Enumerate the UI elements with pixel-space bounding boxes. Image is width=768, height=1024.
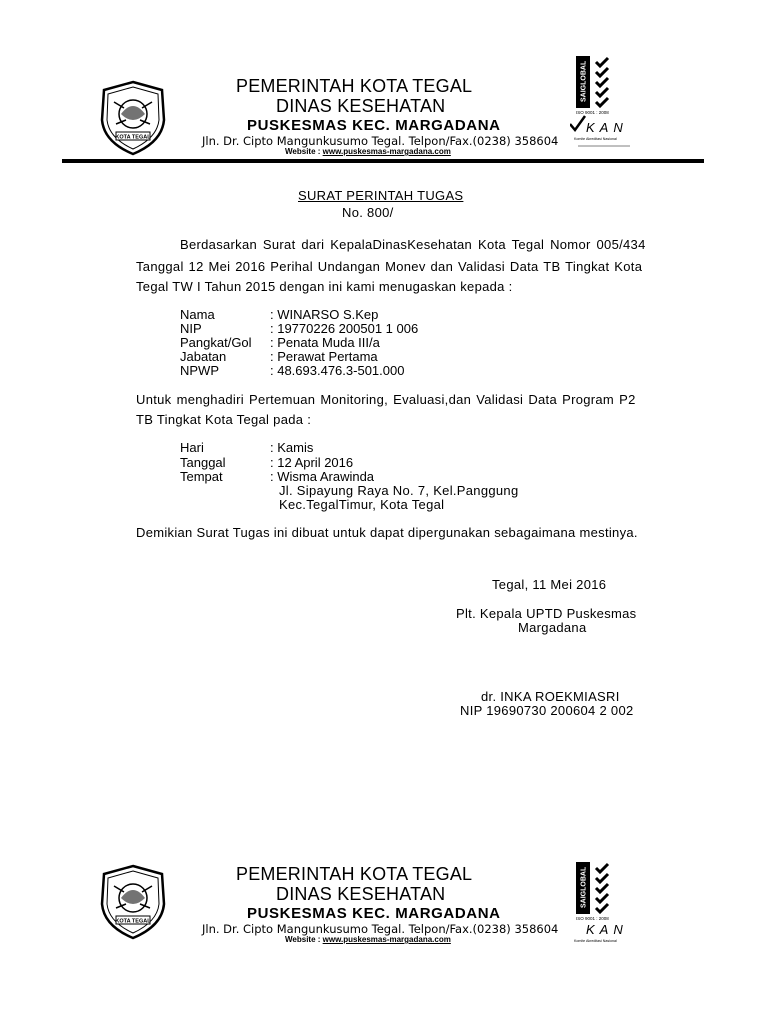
website-label: Website :	[285, 147, 323, 156]
venue-line2: Jl. Sipayung Raya No. 7, Kel.Panggung	[279, 483, 519, 498]
para1-line2: Tanggal 12 Mei 2016 Perihal Undangan Monev dan Validasi Data TB Tingkat Kota	[136, 259, 643, 274]
department-name: DINAS KESEHATAN	[276, 96, 446, 116]
gov-name: PEMERINTAH KOTA TEGAL	[236, 864, 473, 884]
address: Jln. Dr. Cipto Mangunkusumo Tegal. Telpon/Fax.(0238) 358604	[202, 922, 559, 936]
kan-text: KAN	[586, 120, 628, 135]
field-value: : Perawat Pertama	[270, 349, 378, 364]
field-label: Nama	[180, 307, 215, 322]
emblem-text: KOTA TEGAL	[115, 918, 151, 925]
field-value: : Wisma Arawinda	[270, 469, 375, 484]
field-value: : 48.693.476.3-501.000	[270, 363, 405, 378]
field-label: Jabatan	[180, 349, 227, 364]
gov-name: PEMERINTAH KOTA TEGAL	[236, 76, 473, 96]
signer-title-1: Plt. Kepala UPTD Puskesmas	[456, 606, 637, 621]
para2-line2: TB Tingkat Kota Tegal pada :	[136, 412, 312, 427]
para2-line1: Untuk menghadiri Pertemuan Monitoring, Evaluasi,dan Validasi Data Program P2	[136, 392, 636, 407]
cert-iso-text: ISO 9001 : 2008	[576, 110, 609, 115]
cert-iso-text: ISO 9001 : 2008	[576, 916, 609, 921]
letter-title: SURAT PERINTAH TUGAS	[298, 188, 464, 203]
field-value: : Penata Muda III/a	[270, 335, 380, 350]
iso-certification-icon	[570, 56, 650, 156]
department-name: DINAS KESEHATAN	[276, 884, 446, 904]
signer-title-2: Margadana	[518, 620, 587, 635]
cert-vertical-text: SAIGLOBAL	[580, 866, 588, 908]
field-value: : Kamis	[270, 440, 314, 455]
address: Jln. Dr. Cipto Mangunkusumo Tegal. Telpon/Fax.(0238) 358604	[202, 134, 559, 148]
field-value: : WINARSO S.Kep	[270, 307, 379, 322]
tegal-city-emblem-icon	[96, 864, 170, 940]
website-line	[285, 935, 451, 944]
field-label: Tanggal	[180, 455, 226, 470]
field-label: NIP	[180, 321, 202, 336]
field-label: NPWP	[180, 363, 219, 378]
kan-sub-text: Komite Akreditasi Nasional	[574, 137, 617, 141]
health-center-name: PUSKESMAS KEC. MARGADANA	[247, 905, 501, 922]
signer-nip: NIP 19690730 200604 2 002	[460, 703, 634, 718]
kan-text: KAN	[586, 922, 628, 937]
para1-line1: Berdasarkan Surat dari KepalaDinasKesehatan Kota Tegal Nomor 005/434	[180, 237, 646, 252]
para1-line3: Tegal TW I Tahun 2015 dengan ini kami menugaskan kepada :	[136, 279, 513, 294]
field-value: : 12 April 2016	[270, 455, 354, 470]
health-center-name: PUSKESMAS KEC. MARGADANA	[247, 117, 501, 134]
tegal-city-emblem-icon	[96, 80, 170, 156]
signer-name: dr. INKA ROEKMIASRI	[481, 689, 620, 704]
website-link[interactable]: www.puskesmas-margadana.com	[322, 935, 451, 944]
kan-sub-text: Komite Akreditasi Nasional	[574, 939, 617, 943]
place-date: Tegal, 11 Mei 2016	[492, 577, 607, 592]
website-line	[285, 147, 451, 156]
iso-certification-icon	[570, 862, 650, 962]
website-label: Website :	[285, 935, 323, 944]
letter-number: No. 800/	[342, 205, 394, 220]
field-label: Pangkat/Gol	[180, 335, 252, 350]
field-label: Tempat	[180, 469, 223, 484]
field-value: : 19770226 200501 1 006	[270, 321, 419, 336]
venue-line3: Kec.TegalTimur, Kota Tegal	[279, 497, 445, 512]
website-link[interactable]: www.puskesmas-margadana.com	[322, 147, 451, 156]
letterhead-divider	[62, 159, 704, 163]
field-label: Hari	[180, 440, 204, 455]
closing-sentence: Demikian Surat Tugas ini dibuat untuk dapat dipergunakan sebagaimana mestinya.	[136, 525, 638, 540]
cert-vertical-text: SAIGLOBAL	[580, 60, 588, 102]
emblem-text: KOTA TEGAL	[115, 134, 151, 141]
